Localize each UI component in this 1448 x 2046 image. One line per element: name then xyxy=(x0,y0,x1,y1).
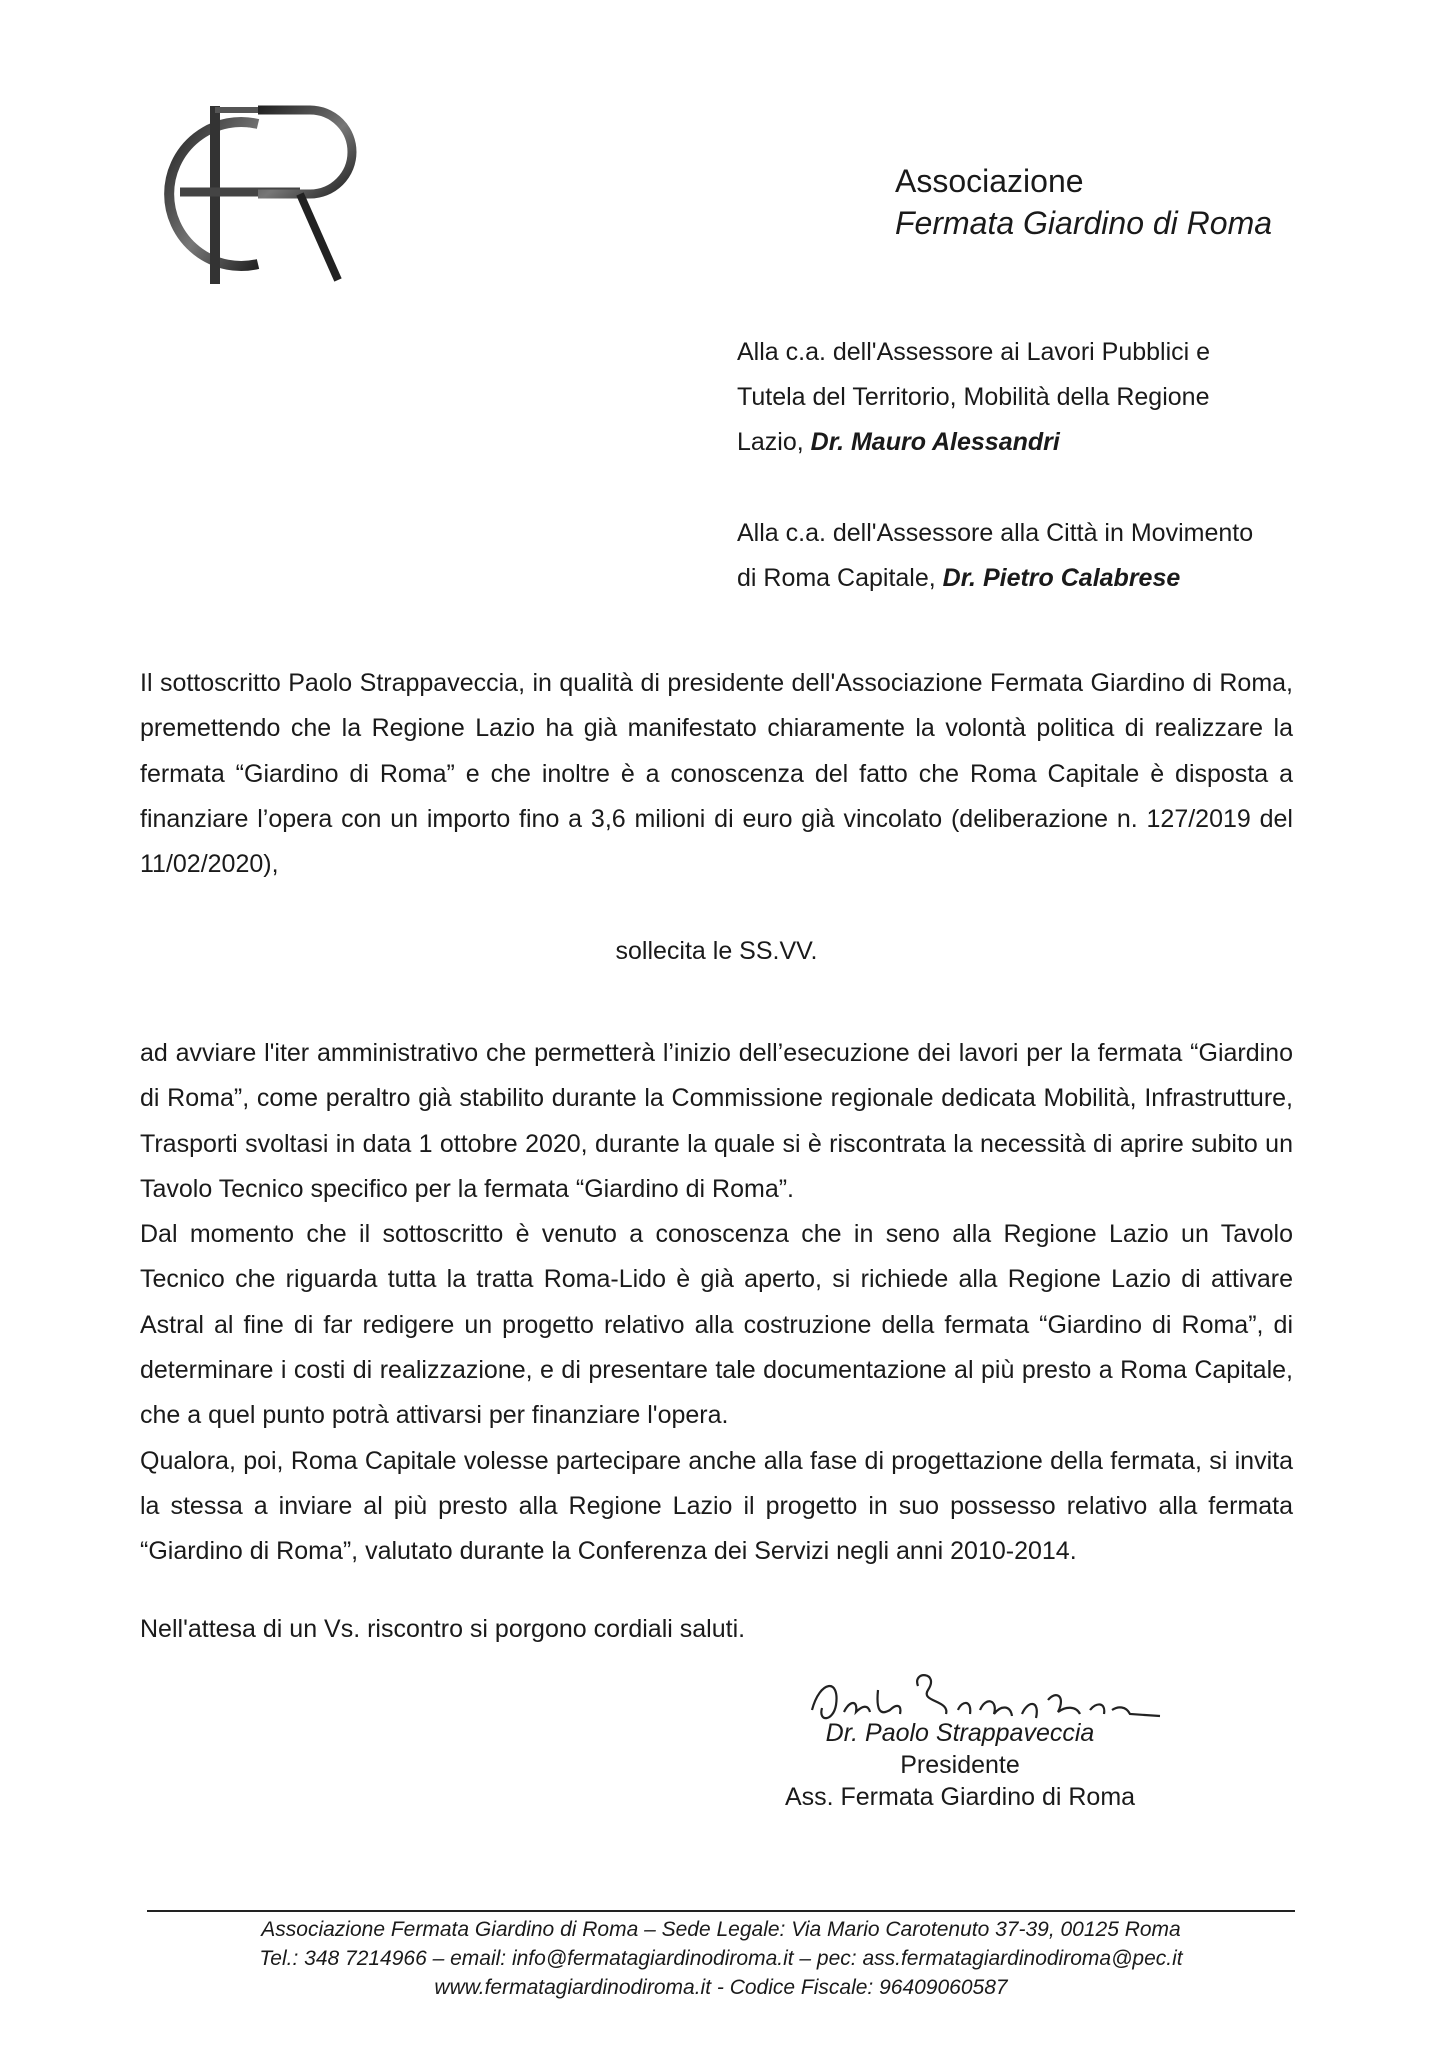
recipient-1-line-3 xyxy=(737,420,1297,465)
paragraph-1-text: Il sottoscritto Paolo Strappaveccia, in qualità di presidente dell'Associazione Fermata Giardino di Roma, premettendo che la Regione Lazio ha già manifestato chiaramente la volontà politica di realizzare la fermata “Giardino di Roma” e che inoltre è a conoscenza del fatto che Roma Capitale è disposta a finanziare l’opera con un importo fino a 3,6 milioni di euro già vincolato (deliberazione n. 127/2019 del 11/02/2020), xyxy=(140,669,1293,879)
association-name xyxy=(895,160,1272,244)
recipient-2-line-2 xyxy=(737,556,1297,601)
signature-block xyxy=(760,1717,1160,1813)
recipient-1-line-2: Tutela del Territorio, Mobilità della Regione xyxy=(737,383,1210,411)
body-paragraphs xyxy=(140,1031,1293,1575)
recipient-block-1 xyxy=(737,330,1297,465)
footer xyxy=(147,1915,1295,2002)
recipient-1-prefix: Lazio, xyxy=(737,428,811,456)
paragraph-2-text: ad avviare l'iter amministrativo che permetterà l’inizio dell’esecuzione dei lavori per la fermata “Giardino di Roma”, come peraltro già stabilito durante la Commissione regionale dedicata Mobilità, Infrastrutture, Trasporti svoltasi in data 1 ottobre 2020, durante la quale si è riscontrata la necessità di aprire subito un Tavolo Tecnico specifico per la fermata “Giardino di Roma”. xyxy=(140,1039,1293,1203)
recipient-block-2 xyxy=(737,511,1297,601)
org-line-1: Associazione xyxy=(895,163,1084,199)
paragraph-4-text: Qualora, poi, Roma Capitale volesse partecipare anche alla fase di progettazione della fermata, si invita la stessa a inviare al più presto alla Regione Lazio il progetto in suo possesso relativo alla fermata “Giardino di Roma”, valutato durante la Conferenza dei Servizi negli anni 2010-2014. xyxy=(140,1446,1293,1566)
footer-divider xyxy=(147,1910,1295,1912)
org-line-2: Fermata Giardino di Roma xyxy=(895,205,1273,241)
recipient-1-line-1: Alla c.a. dell'Assessore ai Lavori Pubblici e xyxy=(737,338,1211,366)
signer-name: Dr. Paolo Strappaveccia xyxy=(825,1719,1095,1747)
recipient-2-prefix: di Roma Capitale, xyxy=(737,564,943,592)
solicit-line: sollecita le SS.VV. xyxy=(615,937,818,965)
recipient-2-line-1: Alla c.a. dell'Assessore alla Città in Movimento xyxy=(737,519,1254,547)
body-paragraph-1 xyxy=(140,661,1293,887)
recipient-2-name: Dr. Pietro Calabrese xyxy=(942,564,1181,592)
signer-role: Presidente xyxy=(900,1751,1020,1779)
footer-line-2: Tel.: 348 7214966 – email: info@fermatagiardinodiroma.it – pec: ass.fermatagiardinodiroma@pec.it xyxy=(259,1947,1183,1970)
signer-org: Ass. Fermata Giardino di Roma xyxy=(784,1783,1136,1811)
paragraph-3-text: Dal momento che il sottoscritto è venuto a conoscenza che in seno alla Regione Lazio un Tavolo Tecnico che riguarda tutta la tratta Roma-Lido è già aperto, si richiede alla Regione Lazio di attivare Astral al fine di far redigere un progetto relativo alla costruzione della fermata “Giardino di Roma”, di determinare i costi di realizzazione, e di presentare tale documentazione al più presto a Roma Capitale, che a quel punto potrà attivarsi per finanziare l'opera. xyxy=(140,1220,1293,1430)
closing-line: Nell'attesa di un Vs. riscontro si porgono cordiali saluti. xyxy=(140,1615,746,1643)
association-logo xyxy=(140,104,380,284)
footer-line-1: Associazione Fermata Giardino di Roma – Sede Legale: Via Mario Carotenuto 37-39, 00125 Roma xyxy=(261,1918,1181,1941)
footer-line-3: www.fermatagiardinodiroma.it - Codice Fiscale: 96409060587 xyxy=(434,1976,1008,1999)
recipient-1-name: Dr. Mauro Alessandri xyxy=(810,428,1060,456)
